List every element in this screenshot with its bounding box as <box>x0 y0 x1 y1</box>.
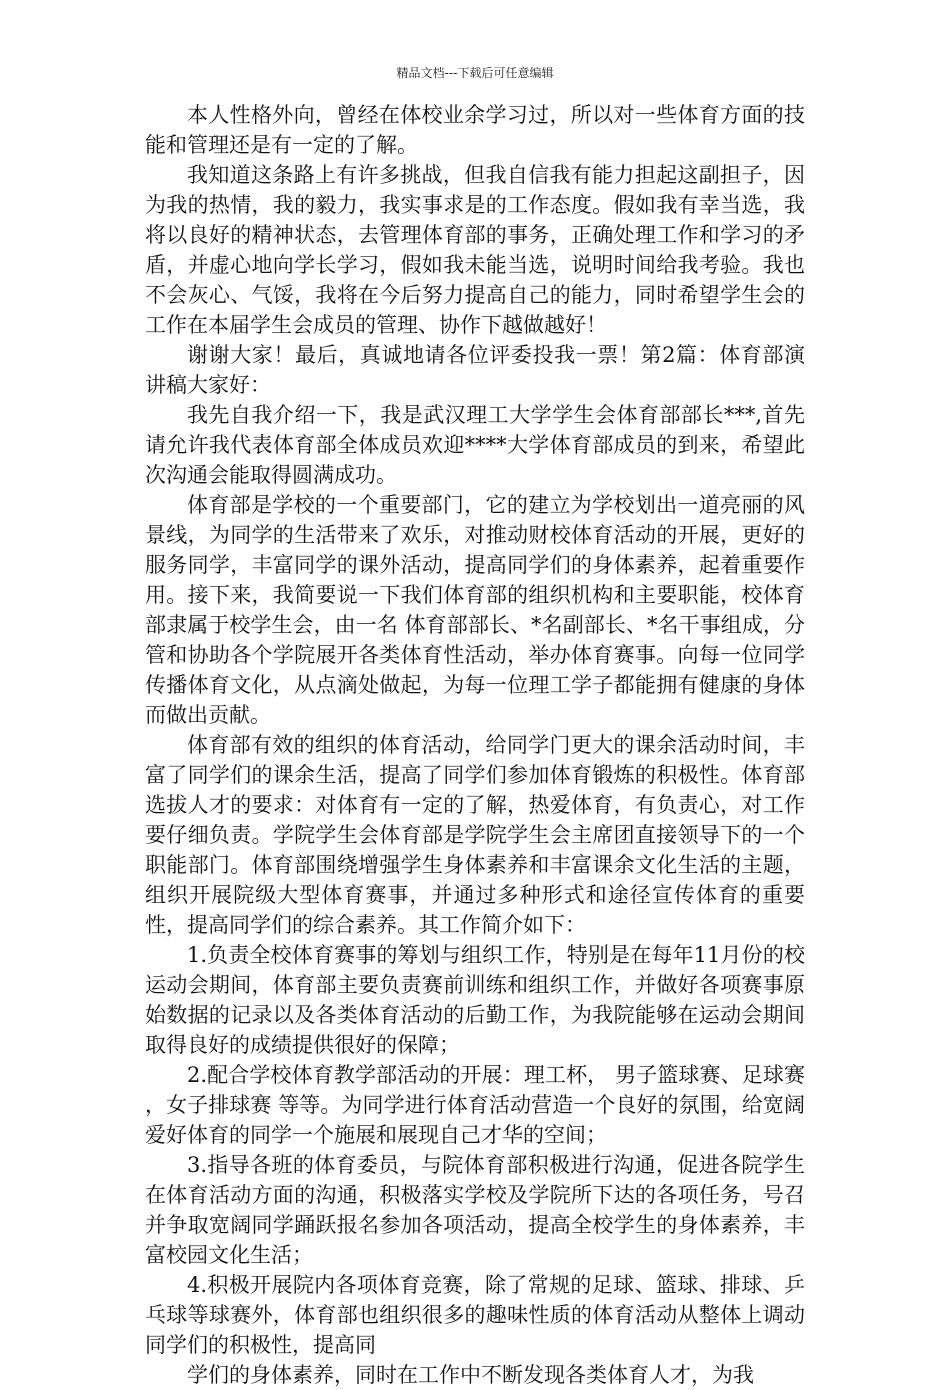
list-item: 2.配合学校体育教学部活动的开展：理工杯， 男子篮球赛、足球赛 ，女子排球赛 等等。为同学进行体育活动营造一个良好的氛围，给宽阔爱好体育的同学一个施展和展现自己才华的空间； <box>145 1063 805 1147</box>
paragraph: 学们的身体素养，同时在工作中不断发现各类体育人才，为我 <box>187 1363 754 1387</box>
paragraph: 体育部有效的组织的体育活动，给同学门更大的课余活动时间，丰富了同学们的课余生活，提高了同学们参加体育锻炼的积极性。体育部选拔人才的要求：对体育有一定的了解，热爱体育，有负责心，对工作要仔细负责。学院学生会体育部是学院学生会主席团直接领导下的一个职能部门。体育部围绕增强学生身体素养和丰富课余文化生活的主题，组织开展院级大型体育赛事，并通过多种形式和途径宣传体育的重要性，提高同学们的综合素养。其工作简介如下： <box>145 733 805 937</box>
page-header: 精品文档---下载后可任意编辑 <box>396 66 554 80</box>
document-body <box>145 100 805 1390</box>
paragraph: 体育部是学校的一个重要部门，它的建立为学校划出一道亮丽的风景线，为同学的生活带来了欢乐，对推动财校体育活动的开展，更好的服务同学，丰富同学的课外活动，提高同学们的身体素养，起着重要作用。接下来，我简要说一下我们体育部的组织机构和主要职能，校体育部隶属于校学生会，由一名 体育部部长、*名副部长、*名干事组成，分管和协助各个学院展开各类体育性活动，举办体育赛事。向每一位同学传播体育文化，从点滴处做起，为每一位理工学子都能拥有健康的身体而做出贡献。 <box>145 493 805 727</box>
paragraph: 我先自我介绍一下，我是武汉理工大学学生会体育部部长***,首先请允许我代表体育部全体成员欢迎****大学体育部成员的到来，希望此次沟通会能取得圆满成功。 <box>145 403 805 487</box>
paragraph: 我知道这条路上有许多挑战，但我自信我有能力担起这副担子，因为我的热情，我的毅力，我实事求是的工作态度。假如我有幸当选，我将以良好的精神状态，去管理体育部的事务，正确处理工作和学习的矛盾，并虚心地向学长学习，假如我未能当选，说明时间给我考验。我也不会灰心、气馁，我将在今后努力提高自己的能力，同时希望学生会的工作在本届学生会成员的管理、协作下越做越好！ <box>145 163 805 337</box>
paragraph: 谢谢大家！最后，真诚地请各位评委投我一票！第2篇：体育部演讲稿大家好： <box>145 343 805 397</box>
paragraph: 本人性格外向，曾经在体校业余学习过，所以对一些体育方面的技能和管理还是有一定的了解。 <box>145 103 805 157</box>
list-item: 1.负责全校体育赛事的筹划与组织工作，特别是在每年11月份的校运动会期间，体育部主要负责赛前训练和组织工作，并做好各项赛事原始数据的记录以及各类体育活动的后勤工作，为我院能够在运动会期间取得良好的成绩提供很好的保障； <box>145 943 805 1057</box>
list-item: 4.积极开展院内各项体育竞赛，除了常规的足球、篮球、排球、乒乓球等球赛外，体育部也组织很多的趣味性质的体育活动从整体上调动同学们的积极性，提高同 <box>145 1273 805 1357</box>
list-item: 3.指导各班的体育委员，与院体育部积极进行沟通，促进各院学生在体育活动方面的沟通，积极落实学校及学院所下达的各项任务，号召并争取宽阔同学踊跃报名参加各项活动，提高全校学生的身体素养，丰富校园文化生活； <box>145 1153 805 1267</box>
